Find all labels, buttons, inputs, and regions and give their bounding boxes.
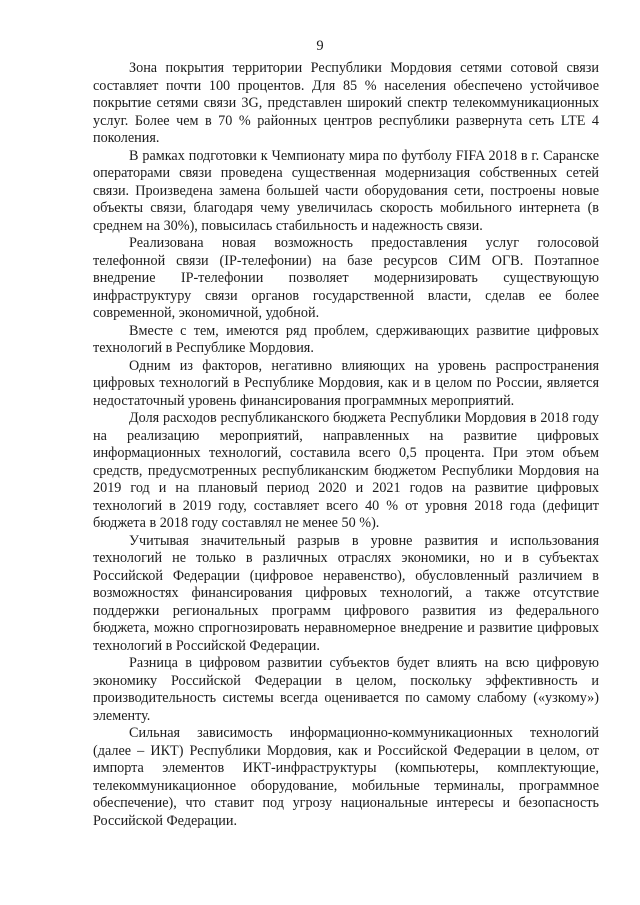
paragraph-import-dependence: Сильная зависимость информационно-коммуникационных технологий (далее – ИКТ) Республики Мордовия, как и Российской Федерации в целом, от импорта элементов ИКТ-инфраструктуры (компьютеры, комплектующие, телекоммуникационное оборудование, мобильные терминалы, программное обеспечение), что ставит под угрозу национальные интересы и безопасность Российской Федерации. [93, 725, 599, 829]
paragraph-ip-telephony: Реализована новая возможность предоставления услуг голосовой телефонной связи (IP-телефонии) на базе ресурсов СИМ ОГВ. Поэтапное внедрение IP-телефонии позволяет модернизировать существующую инфраструктуру связи органов государственной власти, сделав ее более современной, экономичной, удобной. [93, 235, 599, 321]
paragraph-funding-factor: Одним из факторов, негативно влияющих на уровень распространения цифровых технологий в Республике Мордовия, как и в целом по России, является недостаточный уровень финансирования программных мероприятий. [93, 357, 599, 409]
paragraph-mobile-coverage: Зона покрытия территории Республики Мордовия сетями сотовой связи составляет почти 100 процентов. Для 85 % населения обеспечено устойчивое покрытие сетями связи 3G, представлен широкий спектр телекоммуникационных услуг. Более чем в 70 % районных центров республики развернута сеть LTE 4 поколения. [93, 60, 599, 146]
paragraph-budget-share: Доля расходов республиканского бюджета Республики Мордовия в 2018 году на реализацию мероприятий, направленных на развитие цифровых информационных технологий, составила всего 0,5 процента. При этом объем средств, предусмотренных республиканским бюджетом Республики Мордовия на 2019 год и на плановый период 2020 и 2021 годов на развитие цифровых технологий в 2019 году, составляет всего 40 % от уровня 2018 года (дефицит бюджета в 2018 году составлял не менее 50 %). [93, 410, 599, 531]
paragraph-digital-inequality: Учитывая значительный разрыв в уровне развития и использования технологий не только в различных отраслях экономики, но и в субъектах Российской Федерации (цифровое неравенство), обусловленный различием в возможностях финансирования цифровых технологий, а также отсутствие поддержки региональных программ цифрового развития из федерального бюджета, можно спрогнозировать неравномерное внедрение и развитие цифровых технологий в Российской Федерации. [93, 532, 599, 654]
document-body [93, 60, 599, 830]
paragraph-problems-intro: Вместе с тем, имеются ряд проблем, сдерживающих развитие цифровых технологий в Республике Мордовия. [93, 322, 599, 356]
paragraph-regional-difference: Разница в цифровом развитии субъектов будет влиять на всю цифровую экономику Российской Федерации в целом, поскольку эффективность и производительность системы всегда оценивается по самому слабому («узкому») элементу. [93, 655, 599, 724]
page-number: 9 [316, 38, 324, 54]
paragraph-fifa-modernization: В рамках подготовки к Чемпионату мира по футболу FIFA 2018 в г. Саранске операторами связи проведена существенная модернизация собственных сетей связи. Произведена замена большей части оборудования сети, построены новые объекты связи, благодаря чему увеличилась скорость мобильного интернета (в среднем на 30%), повысилась стабильность и надежность связи. [93, 147, 599, 234]
